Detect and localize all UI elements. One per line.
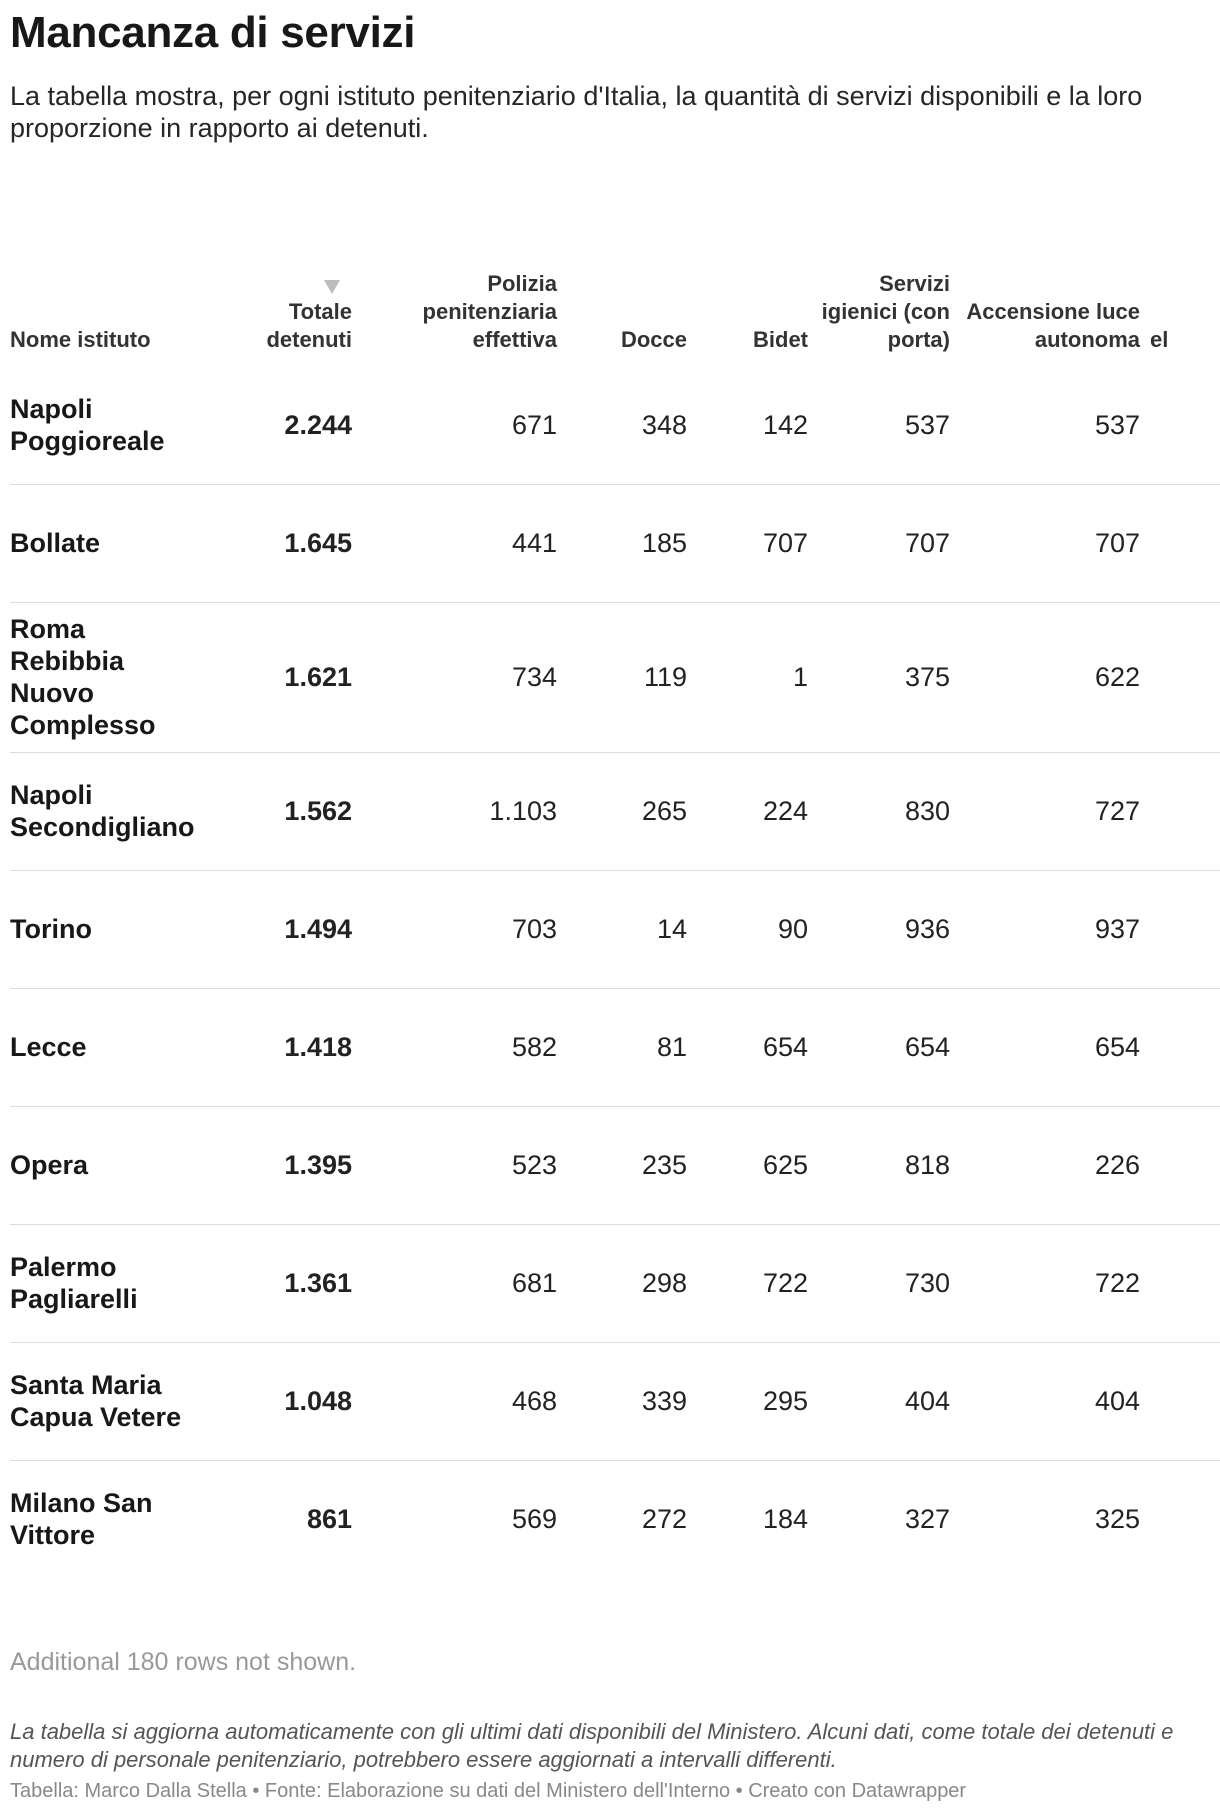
cell-totale-detenuti: 2.244 [284,409,352,440]
table-row [10,602,1220,752]
table-cell: 468 [511,1386,557,1416]
table-cell: 184 [762,1504,808,1535]
table-cell: 404 [1094,1386,1140,1416]
table-cell: 265 [641,796,687,826]
table-cell: 224 [762,796,808,826]
column-header-label: Bidet [753,327,808,352]
table-cell: 537 [904,409,950,440]
table-footer: Tabella: Marco Dalla Stella • Fonte: Elaborazione su dati del Ministero dell'Interno • Creato con Datawrapper [10,1780,967,1802]
cell-totale-detenuti: 1.048 [284,1386,352,1416]
table-cell: 537 [1094,409,1140,440]
table-cell-truncated [1140,988,1220,1106]
column-header-label: Docce [620,327,687,352]
table-notes: La tabella si aggiorna automaticamente con gli ultimi dati disponibili del Ministero. Alcuni dati, come totale dei detenuti e numero di personale penitenziario, potrebbero essere aggiornati a intervalli differenti. [10,1719,1174,1772]
table-cell: 327 [904,1504,950,1535]
table-cell: 1.103 [489,796,557,826]
table-row [10,1342,1220,1460]
table-cell: 142 [762,409,808,440]
table-cell: 830 [904,796,950,826]
table-row [10,484,1220,602]
column-header-label: Accensione luce autonoma [966,299,1140,352]
column-header-accensione-luce[interactable] [950,270,1140,366]
cell-totale-detenuti: 1.621 [284,662,352,692]
table-cell-truncated [1140,366,1220,484]
table-cell-truncated [1140,752,1220,870]
table-cell: 404 [904,1386,950,1416]
table-cell-truncated [1140,1460,1220,1578]
table-cell: 582 [511,1032,557,1062]
table-row [10,1224,1220,1342]
table-cell: 1 [792,662,808,692]
table-widget [10,0,1220,1818]
table-cell: 707 [904,528,950,558]
cell-totale-detenuti: 1.395 [284,1150,352,1180]
table-cell: 730 [904,1268,950,1298]
table-cell-truncated [1140,484,1220,602]
cell-nome-istituto: Napoli Poggioreale [10,393,165,456]
table-cell: 441 [511,528,557,558]
cell-totale-detenuti: 1.562 [284,796,352,826]
table-cell: 339 [641,1386,687,1416]
sort-descending-icon [324,280,340,294]
table-cell-truncated [1140,1224,1220,1342]
table-row [10,988,1220,1106]
column-header-label: Servizi igienici (con porta) [821,271,950,352]
table-cell: 707 [762,528,808,558]
cell-nome-istituto: Opera [10,1150,89,1180]
column-header-label: Polizia penitenziaria effettiva [422,271,557,352]
column-header-nome-istituto[interactable] [10,270,205,366]
table-cell: 348 [641,409,687,440]
data-table [10,270,1220,1578]
cell-totale-detenuti: 1.418 [284,1032,352,1062]
table-cell: 185 [641,528,687,558]
table-row [10,1106,1220,1224]
cell-nome-istituto: Bollate [10,528,101,558]
cell-nome-istituto: Milano San Vittore [10,1488,153,1551]
table-cell: 235 [641,1150,687,1180]
table-cell: 707 [1094,528,1140,558]
cell-nome-istituto: Roma Rebibbia Nuovo Complesso [10,614,156,740]
table-cell: 937 [1094,914,1140,944]
table-cell: 622 [1094,662,1140,692]
table-cell-truncated [1140,870,1220,988]
cell-nome-istituto: Torino [10,914,92,944]
cell-totale-detenuti: 1.361 [284,1268,352,1298]
column-header-docce[interactable] [557,270,687,366]
table-cell: 90 [777,914,808,944]
table-cell: 226 [1094,1150,1140,1180]
table-cell: 523 [511,1150,557,1180]
header-row [10,270,1220,366]
table-cell: 325 [1094,1504,1140,1535]
table-body [10,366,1220,1578]
column-header-servizi-igienici[interactable] [808,270,950,366]
table-cell: 295 [762,1386,808,1416]
column-header-label: Nome istituto [10,327,151,352]
table-cell: 722 [762,1268,808,1298]
table-cell: 722 [1094,1268,1140,1298]
cell-totale-detenuti: 861 [306,1504,352,1535]
table-cell: 272 [641,1504,687,1535]
table-cell-truncated [1140,602,1220,752]
more-rows-note: Additional 180 rows not shown. [10,1648,357,1676]
table-cell: 654 [904,1032,950,1062]
column-header-polizia[interactable] [352,270,557,366]
page-subtitle: La tabella mostra, per ogni istituto penitenziario d'Italia, la quantità di servizi disponibili e la loro proporzione in rapporto ai detenuti. [10,81,1143,143]
table-cell: 703 [511,914,557,944]
table-cell: 81 [656,1032,687,1062]
table-cell: 654 [762,1032,808,1062]
table-cell: 671 [511,409,557,440]
table-cell: 569 [511,1504,557,1535]
cell-nome-istituto: Napoli Secondigliano [10,780,195,842]
table-cell-truncated [1140,1106,1220,1224]
page-title: Mancanza di servizi [10,8,416,57]
table-cell: 734 [511,662,557,692]
column-header-totale-detenuti[interactable] [205,270,352,366]
table-cell: 727 [1094,796,1140,826]
table-cell: 119 [643,662,687,692]
table-cell: 14 [656,914,687,944]
column-header-bidet[interactable] [687,270,808,366]
table-cell: 375 [904,662,950,692]
table-cell: 298 [641,1268,687,1298]
table-cell: 654 [1094,1032,1140,1062]
cell-totale-detenuti: 1.494 [284,914,352,944]
table-row [10,1460,1220,1578]
column-header-label: Totale detenuti [266,299,352,352]
table-row [10,366,1220,484]
cell-totale-detenuti: 1.645 [284,528,352,558]
table-cell-truncated [1140,1342,1220,1460]
column-header-label: el [1150,327,1169,352]
cell-nome-istituto: Palermo Pagliarelli [10,1252,138,1314]
table-row [10,752,1220,870]
table-cell: 936 [904,914,950,944]
table-cell: 625 [762,1150,808,1180]
cell-nome-istituto: Lecce [10,1032,87,1062]
table-cell: 681 [511,1268,557,1298]
table-row [10,870,1220,988]
cell-nome-istituto: Santa Maria Capua Vetere [10,1370,182,1432]
table-cell: 818 [904,1150,950,1180]
column-header-truncated[interactable] [1140,270,1220,366]
